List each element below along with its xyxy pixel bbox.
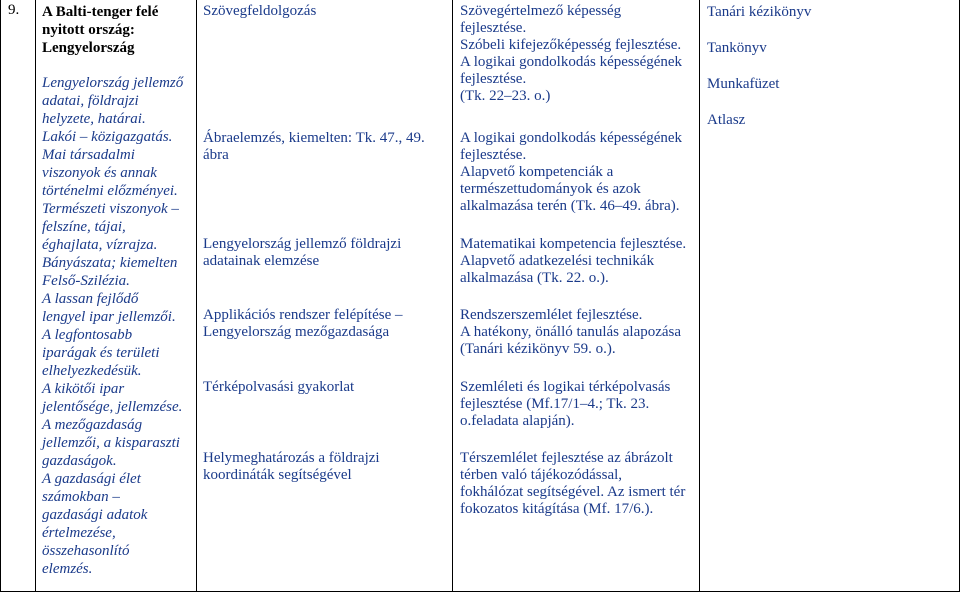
topic-content-line: A legfontosabb bbox=[42, 327, 133, 343]
materials-cell bbox=[707, 3, 957, 129]
topic-content-line: A kikötői ipar bbox=[42, 381, 125, 397]
activity-item bbox=[203, 450, 380, 484]
activity-line: Szövegfeldolgozás bbox=[203, 3, 317, 19]
competency-line: fejlesztése. bbox=[460, 20, 527, 36]
column-divider bbox=[196, 0, 197, 592]
topic-content-line: A gazdasági élet bbox=[42, 471, 141, 487]
topic-content-line: A mezőgazdaság bbox=[42, 417, 143, 433]
material-item: Atlasz bbox=[707, 112, 746, 128]
competency-line: Matematikai kompetencia fejlesztése. bbox=[460, 236, 687, 252]
competency-line: Szemléleti és logikai térképolvasás bbox=[460, 379, 671, 395]
activity-item bbox=[203, 3, 316, 20]
topic-content-line: jelentősége, jellemzése. bbox=[42, 399, 183, 415]
topic-content-line: adatai, földrajzi bbox=[42, 93, 139, 109]
competency-line: o.feladata alapján). bbox=[460, 413, 575, 429]
activity-line: ábra bbox=[203, 147, 229, 163]
competency-item bbox=[460, 130, 682, 215]
topic-content bbox=[42, 74, 192, 578]
column-divider bbox=[35, 0, 36, 592]
topic-title-line: Lengyelország bbox=[42, 40, 135, 56]
topic-content-line: A lassan fejlődő bbox=[42, 291, 139, 307]
topic-content-line: értelmezése, bbox=[42, 525, 116, 541]
competency-item bbox=[460, 450, 685, 518]
topic-title-line: nyitott ország: bbox=[42, 22, 135, 38]
competency-line: Rendszerszemlélet fejlesztése. bbox=[460, 307, 643, 323]
activity-item bbox=[203, 236, 401, 270]
table-border-left bbox=[0, 0, 1, 592]
topic-content-line: iparágak és területi bbox=[42, 345, 160, 361]
topic-content-line: Mai társadalmi bbox=[42, 147, 135, 163]
competency-line: térben való tájékozódással, bbox=[460, 467, 623, 483]
activity-item bbox=[203, 130, 425, 164]
topic-content-line: Felső-Szilézia. bbox=[42, 273, 130, 289]
topic-content-line: Lengyelország jellemző bbox=[42, 75, 184, 91]
competency-item bbox=[460, 307, 681, 358]
topic-title-line: A Balti-tenger felé bbox=[42, 4, 159, 20]
topic-content-line: Lakói – közigazgatás. bbox=[42, 129, 173, 145]
competency-item bbox=[460, 379, 670, 430]
competency-line: Térszemlélet fejlesztése az ábrázolt bbox=[460, 450, 673, 466]
material-item: Munkafüzet bbox=[707, 76, 780, 92]
activity-line: Applikációs rendszer felépítése – bbox=[203, 307, 403, 323]
topic-content-line: éghajlata, vízrajza. bbox=[42, 237, 158, 253]
competency-item bbox=[460, 236, 686, 287]
competency-line: fejlesztése. bbox=[460, 147, 527, 163]
activity-item bbox=[203, 307, 403, 341]
topic-content-line: jellemzői, a kisparaszti bbox=[42, 435, 180, 451]
activity-line: koordináták segítségével bbox=[203, 467, 352, 483]
activity-item bbox=[203, 379, 354, 396]
table-border-bottom bbox=[0, 591, 960, 592]
topic-content-line: számokban – bbox=[42, 489, 120, 505]
row-number: 9. bbox=[8, 2, 20, 18]
competency-line: Alapvető adatkezelési technikák bbox=[460, 253, 655, 269]
competency-item bbox=[460, 3, 682, 105]
competency-line: A logikai gondolkodás képességének bbox=[460, 54, 683, 70]
activity-line: Lengyelország jellemző földrajzi bbox=[203, 236, 402, 252]
material-item: Tankönyv bbox=[707, 40, 767, 56]
competency-line: Szóbeli kifejezőképesség fejlesztése. bbox=[460, 37, 682, 53]
competency-line: természettudományok és azok bbox=[460, 181, 641, 197]
topic-content-line: Természeti viszonyok – bbox=[42, 201, 179, 217]
topic-content-line: gazdasági adatok bbox=[42, 507, 148, 523]
competency-line: fejlesztése. bbox=[460, 71, 527, 87]
activity-line: Térképolvasási gyakorlat bbox=[203, 379, 355, 395]
activity-line: adatainak elemzése bbox=[203, 253, 320, 269]
competency-line: alkalmazása (Tk. 22. o.). bbox=[460, 270, 609, 286]
topic-cell bbox=[42, 3, 192, 578]
topic-content-line: Bányászata; kiemelten bbox=[42, 255, 178, 271]
column-divider bbox=[699, 0, 700, 592]
activity-line: Helymeghatározás a földrajzi bbox=[203, 450, 380, 466]
competency-line: A logikai gondolkodás képességének bbox=[460, 130, 683, 146]
topic-content-line: viszonyok és annak bbox=[42, 165, 157, 181]
topic-content-line: lengyel ipar jellemzői. bbox=[42, 309, 176, 325]
topic-content-line: összehasonlító bbox=[42, 543, 130, 559]
topic-title bbox=[42, 3, 192, 57]
activity-line: Lengyelország mezőgazdasága bbox=[203, 324, 390, 340]
topic-content-line: történelmi előzményei. bbox=[42, 183, 178, 199]
competency-line: (Tanári kézikönyv 59. o.). bbox=[460, 341, 616, 357]
competency-line: (Tk. 22–23. o.) bbox=[460, 88, 551, 104]
topic-content-line: felszíne, tájai, bbox=[42, 219, 126, 235]
column-divider bbox=[452, 0, 453, 592]
competency-line: fokhálózat segítségével. Az ismert tér bbox=[460, 484, 686, 500]
competency-line: fejlesztése (Mf.17/1–4.; Tk. 23. bbox=[460, 396, 650, 412]
competency-line: fokozatos kitágítása (Mf. 17/6.). bbox=[460, 501, 654, 517]
topic-content-line: helyzete, határai. bbox=[42, 111, 146, 127]
competency-line: alkalmazása terén (Tk. 46–49. ábra). bbox=[460, 198, 680, 214]
topic-content-line: gazdaságok. bbox=[42, 453, 117, 469]
competency-line: Alapvető kompetenciák a bbox=[460, 164, 614, 180]
topic-content-line: elhelyezkedésük. bbox=[42, 363, 142, 379]
material-item: Tanári kézikönyv bbox=[707, 4, 812, 20]
topic-content-line: elemzés. bbox=[42, 561, 93, 577]
competency-line: A hatékony, önálló tanulás alapozása bbox=[460, 324, 682, 340]
competency-line: Szövegértelmező képesség bbox=[460, 3, 622, 19]
activity-line: Ábraelemzés, kiemelten: Tk. 47., 49. bbox=[203, 130, 425, 146]
